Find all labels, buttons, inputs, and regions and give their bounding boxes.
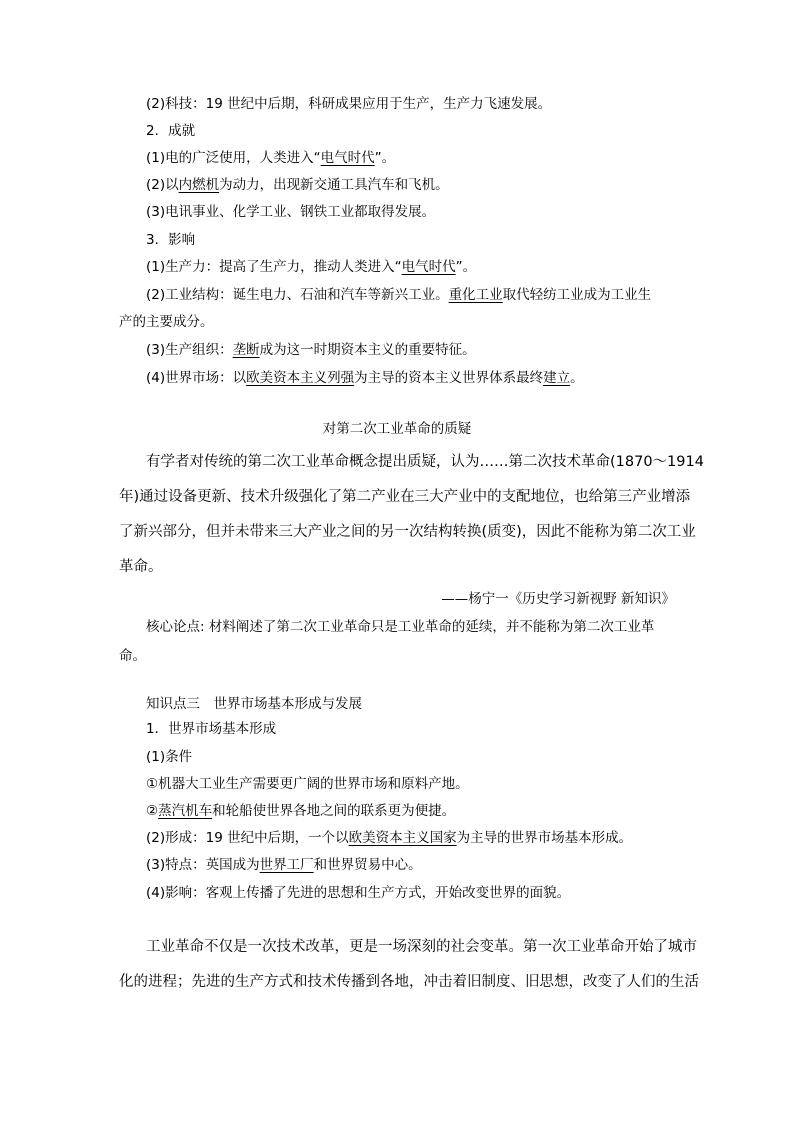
text: 取代轻纺工业成为工业生 xyxy=(502,287,652,303)
box-paragraph-line: 年)通过设备更新、技术升级强化了第二产业在三大产业中的支配地位，也给第三产业增添 xyxy=(119,489,691,505)
text: 和轮船使世界各地之间的联系更为便捷。 xyxy=(212,803,456,819)
text: 成为这一时期资本主义的重要特征。 xyxy=(259,342,476,358)
text: 为动力，出现新交通工具汽车和飞机。 xyxy=(219,177,449,193)
underlined-term: 蒸汽机车 xyxy=(158,803,213,819)
impact-2 xyxy=(146,285,651,305)
achievement-3: (3)电讯事业、化学工业、钢铁工业都取得发展。 xyxy=(146,204,436,220)
condition-1: ①机器大工业生产需要更广阔的世界市场和原料产地。 xyxy=(146,776,469,792)
text: (3)特点：英国成为 xyxy=(146,857,260,873)
text: (1)生产力：提高了生产力，推动人类进入“ xyxy=(146,259,402,275)
text: (4)世界市场：以 xyxy=(146,370,247,386)
underlined-term: 内燃机 xyxy=(178,177,220,193)
section-heading: 知识点三 世界市场基本形成与发展 xyxy=(146,696,362,712)
conditions-label: (1)条件 xyxy=(146,749,193,765)
features xyxy=(146,855,422,875)
underlined-term: 重化工业 xyxy=(448,287,503,303)
formation xyxy=(146,828,632,848)
closing-paragraph-line: 化的进程；先进的生产方式和技术传播到各地，冲击着旧制度、旧思想，改变了人们的生活 xyxy=(119,974,699,990)
text: 。 xyxy=(570,370,584,386)
underlined-term: 电气时代 xyxy=(320,150,375,166)
text: (2)以 xyxy=(146,177,179,193)
text: 和世界贸易中心。 xyxy=(313,857,422,873)
impact-heading: 3．影响 xyxy=(146,232,196,248)
achievements-heading: 2．成就 xyxy=(146,123,196,139)
underlined-term: 世界工厂 xyxy=(259,857,314,873)
text: 为主导的世界市场基本形成。 xyxy=(456,830,633,846)
box-title: 对第二次工业革命的质疑 xyxy=(322,421,472,437)
core-argument-continued: 命。 xyxy=(119,648,146,664)
box-paragraph-line: 了新兴部分，但并未带来三大产业之间的另一次结构转换(质变)，因此不能称为第二次工业 xyxy=(119,524,696,540)
text: ② xyxy=(146,803,159,819)
achievement-1 xyxy=(146,148,395,168)
box-paragraph-line: 革命。 xyxy=(119,559,163,575)
underlined-term: 建立 xyxy=(543,370,571,386)
underlined-term: 欧美资本主义国家 xyxy=(348,830,457,846)
impact-1 xyxy=(146,257,476,277)
closing-paragraph-line: 工业革命不仅是一次技术改革，更是一场深刻的社会变革。第一次工业革命开始了城市 xyxy=(146,939,697,955)
text: (3)生产组织： xyxy=(146,342,233,358)
box-source: ——杨宁一《历史学习新视野 新知识》 xyxy=(441,591,675,607)
subsection-heading: 1．世界市场基本形成 xyxy=(146,721,277,737)
underlined-term: 电气时代 xyxy=(401,259,456,275)
text: ”。 xyxy=(374,150,396,166)
text: (1)电的广泛使用，人类进入“ xyxy=(146,150,321,166)
text: (2)形成：19 世纪中后期，一个以 xyxy=(146,830,349,846)
condition-2 xyxy=(146,801,455,821)
impact-4 xyxy=(146,368,584,388)
text: ”。 xyxy=(455,259,477,275)
core-argument: 核心论点: 材料阐述了第二次工业革命只是工业革命的延续，并不能称为第二次工业革 xyxy=(146,619,655,635)
influence: (4)影响：客观上传播了先进的思想和生产方式，开始改变世界的面貌。 xyxy=(146,885,571,901)
underlined-term: 欧美资本主义列强 xyxy=(246,370,355,386)
text: 为主导的资本主义世界体系最终 xyxy=(354,370,544,386)
box-paragraph-line: 有学者对传统的第二次工业革命概念提出质疑，认为……第二次技术革命(1870～1914 xyxy=(146,454,704,470)
impact-2-continued: 产的主要成分。 xyxy=(119,314,214,330)
science-line: (2)科技：19 世纪中后期，科研成果应用于生产，生产力飞速发展。 xyxy=(146,96,552,112)
text: (2)工业结构：诞生电力、石油和汽车等新兴工业。 xyxy=(146,287,449,303)
impact-3 xyxy=(146,340,476,360)
achievement-2 xyxy=(146,175,449,195)
underlined-term: 垄断 xyxy=(232,342,260,358)
